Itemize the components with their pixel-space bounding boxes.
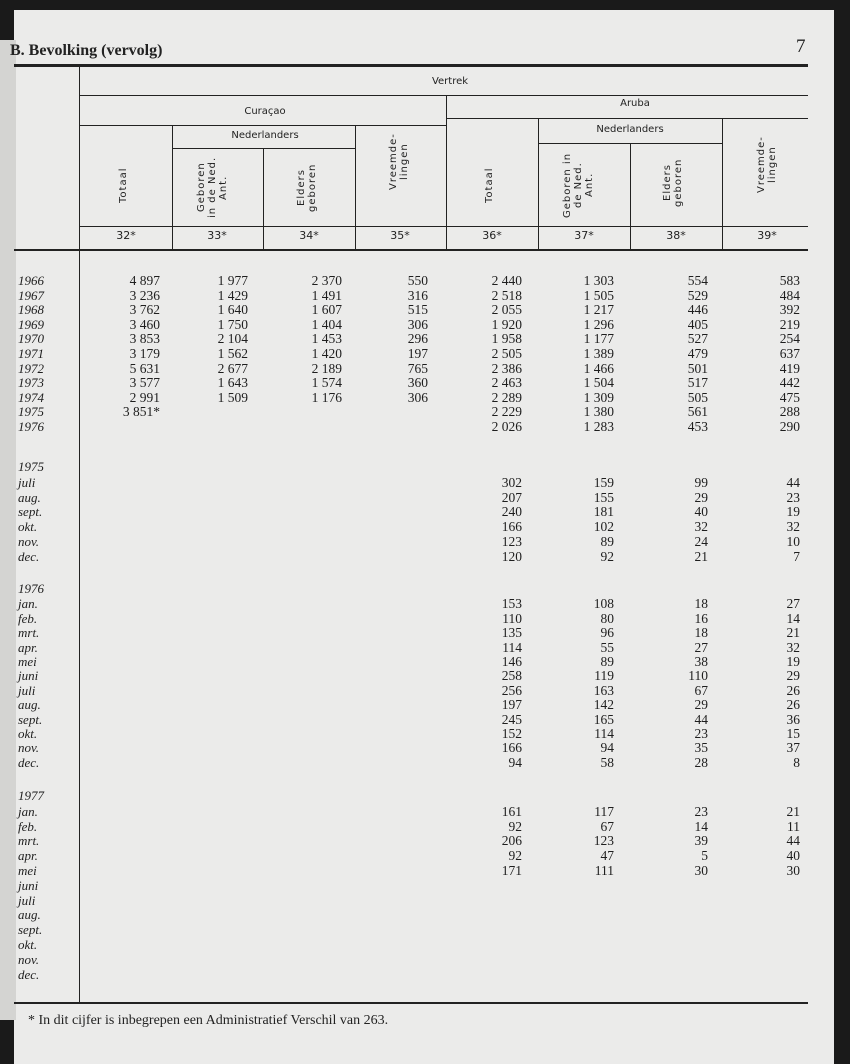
table-cell: 114 [502, 639, 522, 655]
table-cell: 206 [501, 833, 522, 849]
table-cell: 40 [786, 848, 800, 864]
table-row [0, 937, 850, 952]
table-cell: 2 440 [491, 273, 522, 288]
table-row [0, 317, 850, 332]
table-cell: 16 [694, 610, 708, 626]
row-label: 1975 [18, 404, 44, 420]
table-cell: 152 [501, 726, 522, 741]
col-header-vreemdelingen: Vreemde- lingen [756, 136, 778, 194]
vertrek-rule [80, 95, 808, 96]
row-label: jan. [18, 596, 38, 612]
row-label: 1970 [18, 331, 44, 347]
table-row [0, 878, 850, 893]
table-cell: 2 677 [217, 360, 248, 376]
table-cell: 135 [501, 625, 522, 641]
table-cell: 92 [600, 548, 614, 564]
table-cell: 258 [501, 668, 522, 684]
table-cell: 19 [786, 504, 800, 520]
table-cell: 123 [501, 534, 522, 549]
table-cell: 163 [593, 682, 614, 698]
table-cell: 11 [787, 818, 800, 834]
table-cell: 39 [694, 833, 708, 849]
row-label: juli [18, 474, 36, 490]
table-cell: 44 [786, 833, 800, 849]
table-cell: 120 [501, 548, 522, 564]
table-cell: 36 [786, 711, 800, 727]
group-divider [446, 95, 447, 251]
col-divider [355, 125, 356, 251]
table-cell: 55 [600, 639, 614, 655]
table-cell: 21 [694, 548, 708, 564]
table-cell: 92 [508, 848, 522, 864]
table-cell: 26 [786, 682, 800, 698]
table-cell: 2 370 [311, 273, 342, 288]
table-cell: 3 236 [129, 287, 160, 303]
table-cell: 207 [501, 489, 522, 505]
col-divider [538, 118, 539, 251]
table-cell: 256 [501, 682, 522, 698]
table-cell: 1 389 [583, 346, 614, 361]
row-label: sept. [18, 504, 43, 520]
table-cell: 30 [694, 863, 708, 878]
column-number: 36* [482, 229, 502, 242]
table-cell: 505 [687, 389, 708, 405]
table-cell: 637 [779, 346, 800, 361]
table-cell: 114 [594, 726, 614, 741]
row-label: mei [18, 654, 37, 669]
table-cell: 2 104 [217, 331, 248, 347]
table-cell: 1 380 [583, 404, 614, 420]
table-cell: 1 303 [583, 273, 614, 288]
table-row [0, 922, 850, 937]
row-label: aug. [18, 697, 41, 713]
table-cell: 306 [407, 389, 428, 405]
row-label: juli [18, 892, 36, 908]
table-row [0, 907, 850, 922]
row-label: 1976 [18, 419, 44, 434]
row-label: 1971 [18, 346, 44, 361]
aruba-rule [446, 118, 808, 119]
table-row [0, 361, 850, 376]
period-heading: 1976 [18, 581, 44, 596]
table-cell: 29 [694, 489, 708, 505]
table-cell: 2 991 [129, 389, 160, 405]
table-cell: 3 851* [122, 404, 160, 420]
section-title: B. Bevolking (vervolg) [10, 42, 163, 59]
table-cell: 110 [502, 610, 522, 626]
table-cell: 3 460 [129, 316, 160, 332]
table-row [0, 475, 850, 490]
row-label: nov. [18, 951, 40, 967]
table-row [0, 504, 850, 519]
table-row [0, 302, 850, 317]
row-label: 1969 [18, 316, 44, 332]
row-label: juni [18, 668, 39, 684]
table-cell: 21 [786, 625, 800, 641]
table-cell: 30 [786, 863, 800, 878]
table-cell: 453 [687, 419, 708, 434]
row-label: okt. [18, 937, 38, 952]
column-number: 32* [116, 229, 136, 242]
table-row [0, 819, 850, 834]
table-cell: 2 289 [491, 389, 522, 405]
table-cell: 1 920 [491, 316, 522, 332]
table-cell: 21 [786, 803, 800, 819]
table-cell: 290 [779, 419, 800, 434]
row-label: mrt. [18, 833, 40, 849]
table-row [0, 273, 850, 288]
col-divider [263, 148, 264, 251]
table-row [0, 404, 850, 419]
table-row [0, 654, 850, 669]
col-divider [172, 125, 173, 251]
table-cell: 240 [501, 504, 522, 520]
row-label: 1967 [18, 287, 44, 303]
table-row [0, 755, 850, 770]
table-cell: 515 [407, 302, 428, 318]
table-cell: 1 453 [311, 331, 342, 347]
table-cell: 561 [687, 404, 708, 420]
table-cell: 47 [600, 848, 614, 864]
table-cell: 14 [694, 818, 708, 834]
table-cell: 2 229 [491, 404, 522, 420]
table-row [0, 390, 850, 405]
table-cell: 405 [687, 316, 708, 332]
table-cell: 32 [786, 519, 800, 535]
table-cell: 7 [793, 548, 800, 564]
table-cell: 1 176 [311, 389, 342, 405]
table-cell: 32 [694, 519, 708, 535]
table-cell: 197 [407, 346, 428, 361]
table-cell: 2 386 [491, 360, 522, 376]
table-cell: 5 [701, 848, 708, 864]
table-cell: 155 [593, 489, 614, 505]
table-cell: 550 [407, 273, 428, 288]
table-cell: 1 217 [583, 302, 614, 318]
table-cell: 119 [594, 668, 614, 684]
table-cell: 171 [501, 863, 522, 878]
row-label: aug. [18, 489, 41, 505]
table-cell: 1 404 [311, 316, 342, 332]
table-cell: 92 [508, 818, 522, 834]
table-cell: 4 897 [129, 273, 160, 288]
row-label: aug. [18, 907, 41, 923]
table-row [0, 534, 850, 549]
column-number: 38* [666, 229, 686, 242]
row-label: sept. [18, 922, 43, 938]
table-cell: 1 466 [583, 360, 614, 376]
table-row [0, 519, 850, 534]
table-cell: 153 [501, 596, 522, 612]
col-divider [722, 118, 723, 251]
row-label: 1968 [18, 302, 44, 318]
column-number: 34* [299, 229, 319, 242]
table-cell: 27 [786, 596, 800, 612]
row-label: apr. [18, 639, 38, 655]
row-label: dec. [18, 966, 40, 982]
row-label: mrt. [18, 625, 40, 641]
table-cell: 316 [407, 287, 428, 303]
block-heading [0, 788, 850, 803]
table-cell: 1 574 [311, 375, 342, 391]
table-cell: 306 [407, 316, 428, 332]
header-bottom-rule [14, 249, 808, 251]
table-cell: 37 [786, 740, 800, 756]
table-row [0, 611, 850, 626]
row-label: feb. [18, 818, 38, 834]
row-label: 1966 [18, 273, 44, 288]
period-heading: 1977 [18, 788, 44, 803]
table-cell: 288 [779, 404, 800, 420]
col-header-vreemdelingen: Vreemde- lingen [388, 133, 410, 191]
table-row [0, 952, 850, 967]
header-vertrek: Vertrek [431, 76, 469, 87]
table-cell: 146 [501, 654, 522, 669]
row-label: jan. [18, 803, 38, 819]
table-cell: 94 [600, 740, 614, 756]
row-label: okt. [18, 519, 38, 535]
table-cell: 44 [694, 711, 708, 727]
table-cell: 96 [600, 625, 614, 641]
header-curacao: Curaçao [244, 106, 286, 117]
row-label: dec. [18, 754, 40, 770]
column-number: 33* [207, 229, 227, 242]
table-cell: 165 [593, 711, 614, 727]
table-cell: 19 [786, 654, 800, 669]
table-cell: 583 [779, 273, 800, 288]
column-number: 37* [574, 229, 594, 242]
table-cell: 1 309 [583, 389, 614, 405]
table-row [0, 596, 850, 611]
table-cell: 554 [687, 273, 708, 288]
table-cell: 80 [600, 610, 614, 626]
table-row [0, 549, 850, 564]
row-label: feb. [18, 610, 38, 626]
table-row [0, 697, 850, 712]
table-cell: 484 [779, 287, 800, 303]
table-cell: 27 [694, 639, 708, 655]
period-heading: 1975 [18, 459, 44, 474]
table-row [0, 331, 850, 346]
table-cell: 1 420 [311, 346, 342, 361]
table-cell: 197 [501, 697, 522, 713]
table-cell: 166 [501, 740, 522, 756]
table-cell: 2 055 [491, 302, 522, 318]
table-cell: 40 [694, 504, 708, 520]
table-cell: 446 [687, 302, 708, 318]
table-cell: 18 [694, 625, 708, 641]
table-cell: 142 [593, 697, 614, 713]
table-cell: 58 [600, 754, 614, 770]
table-cell: 1 283 [583, 419, 614, 434]
table-cell: 1 177 [583, 331, 614, 347]
table-row [0, 712, 850, 727]
table-cell: 2 189 [311, 360, 342, 376]
table-cell: 1 643 [217, 375, 248, 391]
table-cell: 166 [501, 519, 522, 535]
row-label: okt. [18, 726, 38, 741]
table-row [0, 640, 850, 655]
table-cell: 99 [694, 474, 708, 490]
table-row [0, 848, 850, 863]
table-cell: 517 [687, 375, 708, 391]
table-cell: 67 [600, 818, 614, 834]
table-row [0, 893, 850, 908]
table-cell: 117 [594, 803, 614, 819]
table-cell: 3 179 [129, 346, 160, 361]
table-cell: 89 [600, 534, 614, 549]
table-cell: 15 [786, 726, 800, 741]
table-cell: 1 429 [217, 287, 248, 303]
table-cell: 1 562 [217, 346, 248, 361]
table-cell: 479 [687, 346, 708, 361]
table-cell: 14 [786, 610, 800, 626]
col-header-geboren: Geboren in de Ned. Ant. [196, 156, 229, 219]
table-cell: 360 [407, 375, 428, 391]
row-label: juni [18, 877, 39, 893]
table-cell: 2 505 [491, 346, 522, 361]
header-nederlanders-curacao: Nederlanders [231, 130, 299, 141]
table-cell: 1 296 [583, 316, 614, 332]
colno-rule [80, 226, 808, 227]
column-number: 35* [390, 229, 410, 242]
col-header-totaal: Totaal [484, 167, 495, 203]
table-cell: 102 [593, 519, 614, 535]
row-label: apr. [18, 848, 38, 864]
footnote: * In dit cijfer is inbegrepen een Administratief Verschil van 263. [28, 1013, 389, 1028]
table-cell: 1 504 [583, 375, 614, 391]
table-cell: 527 [687, 331, 708, 347]
col-divider [630, 143, 631, 251]
table-cell: 1 505 [583, 287, 614, 303]
table-cell: 35 [694, 740, 708, 756]
table-row [0, 740, 850, 755]
row-label: mei [18, 863, 37, 878]
row-label: nov. [18, 534, 40, 549]
table-cell: 181 [593, 504, 614, 520]
curacao-rule [80, 125, 446, 126]
table-cell: 1 750 [217, 316, 248, 332]
table-row [0, 419, 850, 434]
table-cell: 24 [694, 534, 708, 549]
table-cell: 254 [779, 331, 800, 347]
table-cell: 5 631 [129, 360, 160, 376]
table-cell: 23 [694, 803, 708, 819]
table-cell: 28 [694, 754, 708, 770]
table-cell: 1 640 [217, 302, 248, 318]
table-cell: 1 977 [217, 273, 248, 288]
table-cell: 10 [786, 534, 800, 549]
row-label: 1973 [18, 375, 44, 391]
table-cell: 219 [779, 316, 800, 332]
table-cell: 1 509 [217, 389, 248, 405]
block-heading [0, 581, 850, 596]
table-cell: 94 [508, 754, 522, 770]
table-row [0, 625, 850, 640]
table-cell: 501 [687, 360, 708, 376]
table-cell: 1 958 [491, 331, 522, 347]
table-cell: 161 [501, 803, 522, 819]
col-header-elders: Elders geboren [296, 163, 318, 212]
table-row [0, 668, 850, 683]
table-cell: 23 [694, 726, 708, 741]
table-cell: 38 [694, 654, 708, 669]
table-cell: 419 [779, 360, 800, 376]
column-number: 39* [757, 229, 777, 242]
table-cell: 23 [786, 489, 800, 505]
row-label: dec. [18, 548, 40, 564]
table-cell: 1 607 [311, 302, 342, 318]
table-row [0, 375, 850, 390]
table-cell: 29 [786, 668, 800, 684]
header-aruba: Aruba [620, 98, 650, 109]
table-row [0, 967, 850, 982]
table-row [0, 288, 850, 303]
table-cell: 44 [786, 474, 800, 490]
table-row [0, 726, 850, 741]
table-cell: 67 [694, 682, 708, 698]
page-number: 7 [796, 36, 806, 57]
table-cell: 765 [407, 360, 428, 376]
table-cell: 245 [501, 711, 522, 727]
bottom-rule [14, 1002, 808, 1004]
table-cell: 1 491 [311, 287, 342, 303]
header-nederlanders-aruba: Nederlanders [596, 124, 664, 135]
table-cell: 3 577 [129, 375, 160, 391]
table-cell: 89 [600, 654, 614, 669]
table-row [0, 863, 850, 878]
table-row [0, 804, 850, 819]
table-cell: 302 [501, 474, 522, 490]
table-cell: 159 [593, 474, 614, 490]
row-label: 1972 [18, 360, 44, 376]
block-heading [0, 459, 850, 474]
table-cell: 110 [688, 668, 708, 684]
table-cell: 2 026 [491, 419, 522, 434]
table-row [0, 490, 850, 505]
table-cell: 29 [694, 697, 708, 713]
row-label: 1974 [18, 389, 44, 405]
table-cell: 296 [407, 331, 428, 347]
table-cell: 2 463 [491, 375, 522, 391]
col-header-totaal: Totaal [118, 167, 129, 203]
table-cell: 392 [779, 302, 800, 318]
table-cell: 475 [779, 389, 800, 405]
table-cell: 3 853 [129, 331, 160, 347]
col-header-elders: Elders geboren [662, 158, 684, 207]
table-cell: 529 [687, 287, 708, 303]
table-cell: 111 [594, 863, 614, 878]
table-row [0, 683, 850, 698]
table-cell: 26 [786, 697, 800, 713]
table-row [0, 346, 850, 361]
row-label: juli [18, 682, 36, 698]
col-header-geboren: Geboren in de Ned. Ant. [562, 152, 595, 218]
table-cell: 123 [593, 833, 614, 849]
table-cell: 18 [694, 596, 708, 612]
table-cell: 442 [779, 375, 800, 391]
table-cell: 108 [593, 596, 614, 612]
table-cell: 8 [793, 754, 800, 770]
table-cell: 2 518 [491, 287, 522, 303]
row-label: sept. [18, 711, 43, 727]
top-rule [14, 64, 808, 67]
table-row [0, 833, 850, 848]
table-cell: 3 762 [129, 302, 160, 318]
table-cell: 32 [786, 639, 800, 655]
row-label: nov. [18, 740, 40, 756]
